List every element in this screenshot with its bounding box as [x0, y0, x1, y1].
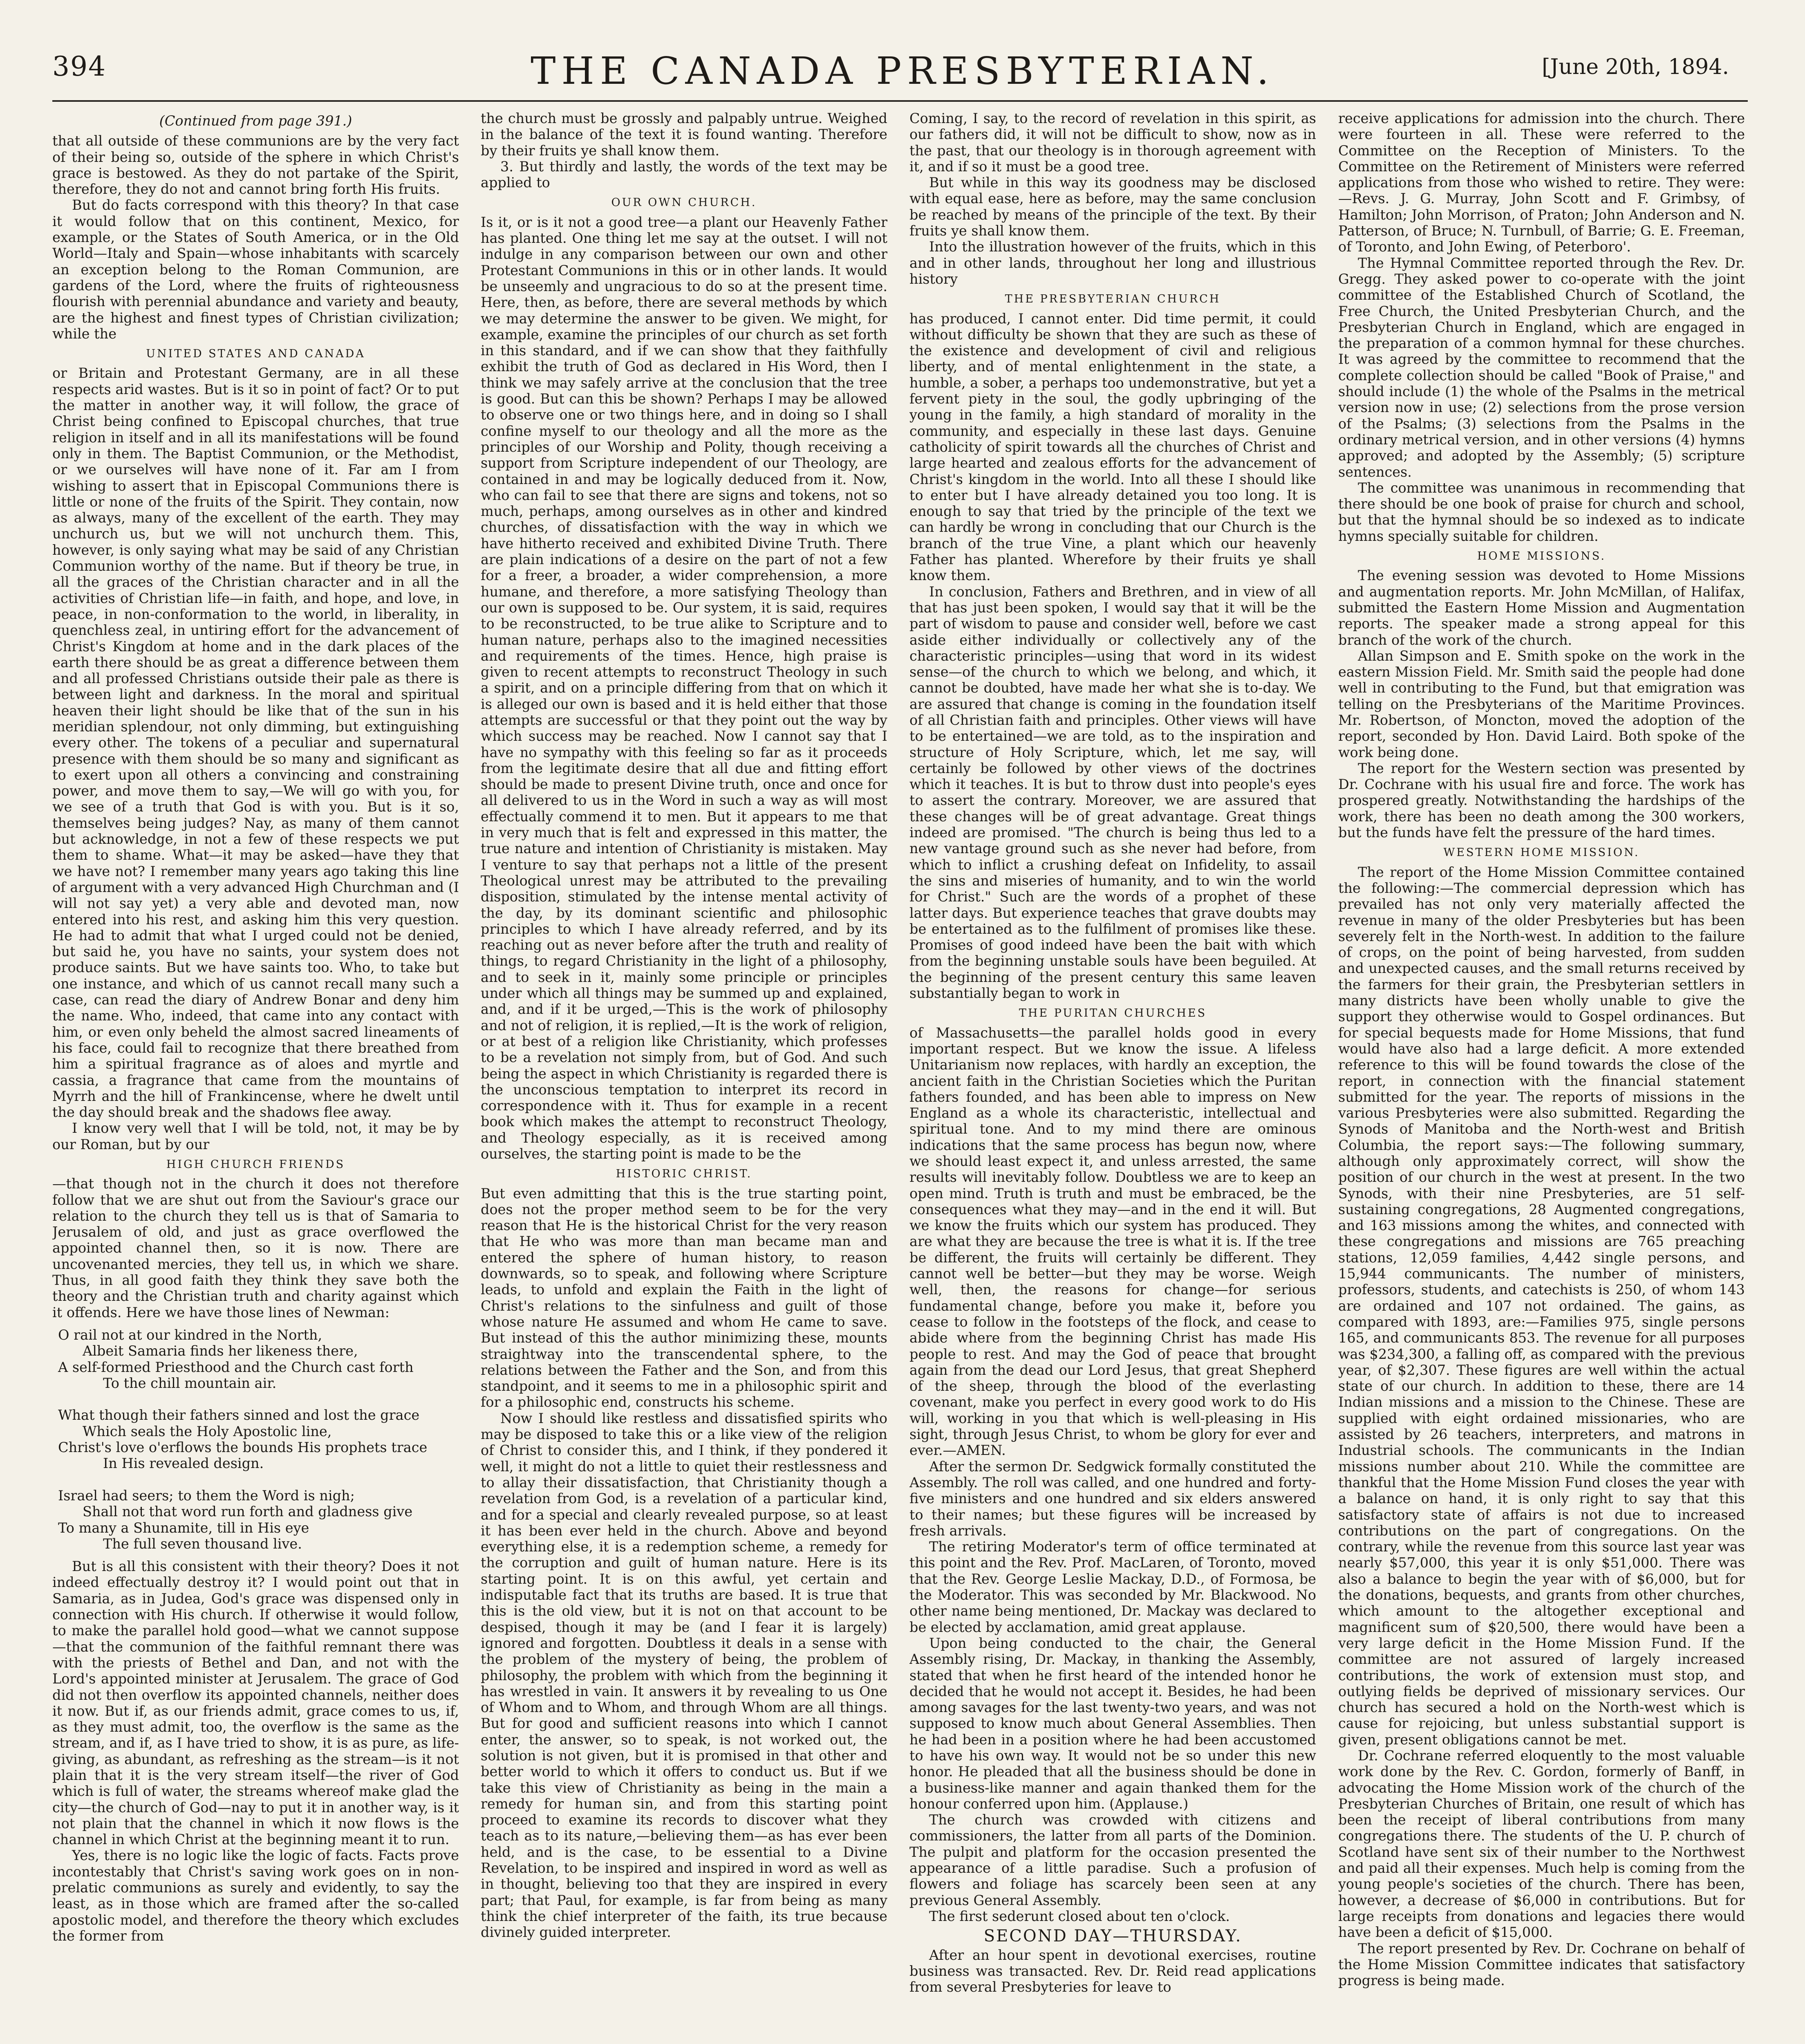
- poem-line: A self-formed Priesthood and the Church cast forth: [58, 1359, 414, 1375]
- paragraph: The retiring Moderator's term of office terminated at this point and the Rev. Prof. MacLaren, of Toronto, moved that the Rev. George Leslie Mackay, D.D., of Formosa, be the Moderator. This was seconded by Mr. Blackwood. No other name being mentioned, Dr. Mackay was declared to be elected by acclamation, amid great applause.: [909, 1539, 1316, 1635]
- section-heading: SECOND DAY—THURSDAY.: [983, 1927, 1242, 1946]
- paragraph: The church was crowded with citizens and commissioners, the latter from all parts of the Dominion. The pulpit and platform for the occasion presented the appearance of a little paradise. Such a profusion of flowers and foliage has scarcely been seen at any previous General Assembly.: [909, 1812, 1316, 1908]
- paragraph: But is all this consistent with their theory? Does it not indeed effectually destroy it? I would point out that in Samaria, as in Judea, God's grace was dispensed only in connection with His church. If otherwise it would follow, to make the parallel hold good—what we cannot suppose—that the communion of the faithful remnant there was with the priests of Bethel and Dan, and not with the Lord's appointed minister at Jerusalem. The grace of God did not then overflow its appointed channels, neither does it now. But if, as our friends admit, grace comes to us, if, as they must admit, too, the overflow is the same as the stream, and if, as I have tried to show, it is as pure, as life-giving, as abundant, as refreshing as the stream—is it not plain that it is the very stream itself—the river of God which is full of water, the streams whereof make glad the city—the church of God—nay to put it in another way, is it not plain that the channel in which it now flows is the channel in which Christ at the beginning meant it to run.: [52, 1558, 459, 1848]
- paragraph: The report for the Western section was presented by Dr. Cochrane with his usual fire and force. The work has prospered greatly. Notwithstanding the hardships of the work, there has been no death among the 300 workers, but the funds have felt the pressure of the hard times.: [1338, 760, 1745, 841]
- section-heading: HIGH CHURCH FRIENDS: [166, 1158, 345, 1171]
- poem-line: Christ's love o'erflows the bounds His prophets trace: [58, 1439, 428, 1456]
- paragraph: The report of the Home Mission Committee contained the following:—The commercial depression which has prevailed has not only very materially affected the revenue in many of the older Presbyteries but has been severely felt in the North-west. In addition to the failure of crops, on the point of being harvested, from sudden and unexpected causes, and the small returns received by the farmers for their grain, the Presbyterian settlers in many districts have been wholly unable to give the support they otherwise would to Gospel ordinances. But for special bequests made for Home Missions, that fund would have also had a large deficit. A more extended reference to this will be found towards the close of the report, in connection with the financial statement submitted for the year. The reports of missions in the various Presbyteries were also submitted. Regarding the Synods of Manitoba and the North-west and British Columbia, the report says:—The following summary, although only approximately correct, will show the position of our church in the west at present. In the two Synods, with their nine Presbyteries, are 51 self-sustaining congregations, 28 Augmented congregations, and 163 missions among the whites, and connected with these congregations and missions are 765 preaching stations, 12,059 families, 4,442 single persons, and 15,944 communicants. The number of ministers, professors, students, and catechists is 250, of whom 143 are ordained and 107 not ordained. The gains, as compared with 1893, are:—Families 975, single persons 165, and communicants 853. The revenue for all purposes was $234,300, a falling off, as compared with the previous year, of $2,307. These figures are well within the actual state of our church. In addition to these, there are 14 Indian missions and a mission to the Chinese. These are supplied with eight ordained missionaries, who are assisted by 26 teachers, interpreters, and matrons in Industrial schools. The communicants in the Indian missions number about 210. While the committee are thankful that the Home Mission Fund closes the year with a balance on hand, it is only right to say that this satisfactory state of affairs is not due to increased contributions on the part of congregations. On the contrary, while the revenue from this source last year was nearly $57,000, this year it is only $51,000. There was also a balance to begin the year with of $6,000, but for the donations, bequests, and grants from other churches, which amount to the altogether exceptional and magnificent sum of $20,500, there would have been a very large deficit in the Home Mission Fund. If the committee are not assured of largely increased contributions, the work of extension must stop, and outlying fields be deprived of missionary services. Our church has secured a hold on the North-west which is cause for rejoicing, but unless substantial support is given, present obligations cannot be met.: [1338, 864, 1745, 1748]
- section-heading: WESTERN HOME MISSION.: [1443, 846, 1640, 859]
- paragraph: Is it, or is it not a good tree—a plant our Heavenly Father has planted. One thing let me say at the outset. I will not indulge in any comparison between our own and other Protestant Communions in this or in other lands. It would be unseemly and ungracious to do so at the present time. Here, then, as before, there are several methods by which we may determine the answer to be given. We might, for example, examine the principles of our church as set forth in this standard, and if we can show that they faithfully exhibit the truth of God as declared in His Word, then I think we may safely arrive at the conclusion that the tree is good. But can this be shown? Perhaps I may be allowed to observe one or two things here, and in doing so I shall confine myself to our theology and all the more as the principles of our Worship and Polity, though receiving a support from Scripture independent of our Theology, are contained in and may be logically deduced from it. Now, who can fail to see that there are signs and tokens, not so much, perhaps, among ourselves as in other and kindred churches, of dissatisfaction with the way in which we have hitherto received and exhibited Divine Truth. There are plain indications of a desire on the part of not a few for a freer, a broader, a wider comprehension, a more humane, and therefore, a more satisfying Theology than our own is supposed to be. Our system, it is said, requires to be reconstructed, to be true alike to Scripture and to human nature, perhaps also to the imagined necessities and requirements of the times. Hence, high praise is given to recent attempts to reconstruct Theology in such a spirit, and on a principle differing from that on which it is alleged our own is based and it is held either that those attempts are successful or that they point out the way by which success may be reached. Now I cannot say that I have no sympathy with this feeling so far as it proceeds from the legitimate desire that all due and fitting effort should be made to present Divine truth, once and once for all delivered to us in the Word in such a way as will most effectually commend it to men. But it appears to me that in very much that is felt and expressed in this matter, the true nature and intention of Christianity is mistaken. May I venture to say that perhaps not a little of the present Theological unrest may be attributed to the prevailing disposition, stimulated by the intense mental activity of the day, by its dominant scientific and philosophic principles to which I have already referred, and by its reaching out as never before after the truth and reality of things, to regard Christianity in the light of a philosophy, and to seek in it, mainly some principle or principles under which all things may be summed up and explained, and, and if it be urged,—This is the work of philosophy and not of religion, it is replied,—It is the work of religion, or at best of a religion like Christianity, which professes to be a revelation not simply from, but of God. And such being the aspect in which Christianity is regarded there is the unconscious temptation to interpret its record in correspondence with it. Thus for example in a recent book which makes the attempt to reconstruct Theology, and Theology especially, as it is received among ourselves, the starting point is made to be the: [481, 214, 887, 1162]
- header-rule: [52, 100, 1748, 102]
- paragraph: or Britain and Protestant Germany, are in all these respects arid wastes. But is it so in point of fact? Or to put the matter in another way, it will follow, the grace of Christ being confined to Episcopal churches, that true religion in itself and in all its manifestations will be found only in them. The Baptist Communion, or the Methodist, or we ourselves will have none of it. Far am I from wishing to assert that in Episcopal Communions there is little or none of the fruits of the Spirit. They contain, now as always, many of the excellent of the earth. They may unchurch us, but we will not unchurch them. This, however, is only saying what may be said of any Christian Communion worthy of the name. But if theory be true, in all the graces of the Christian character and in all the activities of Christian life—in faith, and hope, and love, in peace, in non-conformation to the world, in liberality, in quenchless zeal, in untiring effort for the advancement of Christ's Kingdom at home and in the dark places of the earth there should be as great a difference between them and all professed Christians outside their pale as there is between light and darkness. In the moral and spiritual heaven their light should be like that of the sun in his meridian splendour, not only dimming, but extinguishing every other. The tokens of a peculiar and supernatural presence with them should be so many and significant as to exert upon all others a convincing and constraining power, and move them to say,—We will go with you, for we see of a truth that God is with you. But is it so, themselves being judges? Nay, as many of them cannot but acknowledge, in not a few of these respects we put them to shame. What—it may be asked—have they that we have not? I remember many years ago taking this line of argument with a very advanced High Churchman and (I will not say yet) a very able and devoted man, now entered into his rest, and asking him this very question. He had to admit that what I urged could not be denied, but said he, you have no saints, your system does not produce saints. But we have saints too. Who, to take but one instance, and which of us cannot recall many such a case, can read the diary of Andrew Bonar and deny him the name. Who, indeed, that came into any contact with him, or even only beheld the almost sacred lineaments of his face, could fail to recognize that there breathed from him a spiritual fragrance as of aloes and myrtle and cassia, a fragrance that came from the mountains of Myrrh and the hill of Frankincense, where he dwelt until the day should break and the shadows flee away.: [52, 365, 459, 1121]
- section-heading: UNITED STATES AND CANADA: [146, 347, 365, 361]
- column-3: [909, 110, 1316, 2044]
- poem: [52, 1327, 459, 1552]
- paragraph: After an hour spent in devotional exercises, routine business was transacted. Rev. Dr. Reid read applications from several Presbyteries for leave to: [909, 1947, 1316, 1995]
- paragraph: of Massachusetts—the parallel holds good in every important respect. But we know the issue. A lifeless Unitarianism now replaces, with hardly an exception, the ancient faith in the Christian Societies which the Puritan fathers founded, and has been able to impress on New England as a whole its characteristic, intellectual and spiritual tone. And to my mind there are ominous indications that the same process has begun now, where we should least expect it, and unless arrested, the same results will inevitably follow. Doubtless we are to keep an open mind. Truth is truth and must be embraced, be the consequences what they may—and in the end it will. But we know the fruits which our system has produced. They are what they are because the tree is what it is. If the tree be different, the fruits will certainly be different. They cannot well be better—but they may be worse. Weigh well, then, the reasons for change—for serious fundamental change, before you make it, before you cease to follow in the footsteps of the flock, and cease to abide where from the beginning Christ has made His people to rest. And may the God of peace that brought again from the dead our Lord Jesus, that great Shepherd of the sheep, through the blood of the everlasting covenant, make you perfect in every good work to do His will, working in you that which is well-pleasing in His sight, through Jesus Christ, to whom be glory for ever and ever.—AMEN.: [909, 1024, 1316, 1459]
- section-heading: HOME MISSIONS.: [1477, 550, 1606, 563]
- poem-line: Which seals the Holy Apostolic line,: [83, 1423, 332, 1439]
- paragraph: The report presented by Rev. Dr. Cochrane on behalf of the Home Mission Committee indicates that satisfactory progress is being made.: [1338, 1940, 1745, 1989]
- paragraph: But do facts correspond with this theory? In that case it would follow that on this continent, Mexico, for example, or the States of South America, or in the Old World—Italy and Spain—whose inhabitants with scarcely an exception belong to the Roman Communion, are gardens of the Lord, where the fruits of righteousness flourish with perennial abundance and variety and beauty, are the highest and finest types of Christian civilization; while the: [52, 197, 459, 342]
- poem-line: In His revealed design.: [103, 1455, 264, 1472]
- issue-date: [June 20th, 1894.: [1542, 55, 1729, 79]
- paragraph: But even admitting that this is the true starting point, does not the proper method seem to be for the very reason that He is the historical Christ for the very reason that He who was more than man became man and entered the sphere of human history, to reason downwards, so to speak, and following where Scripture leads, to unfold and explain the Faith in the light of Christ's relations to the sinfulness and guilt of those whose nature He assumed and whom He came to save. But instead of this the author minimizing these, mounts straightway into the transcendental sphere, to the relations between the Father and the Son, and from this standpoint, and it seems to me in a philosophic spirit and for a philosophic end, constructs his scheme.: [481, 1185, 887, 1410]
- paragraph: Coming, I say, to the record of revelation in this spirit, as our fathers did, it will not be difficult to show, now as in the past, that our theology is in thorough agreement with it, and if so it must be a good tree.: [909, 110, 1316, 175]
- poem-line: What though their fathers sinned and lost the grace: [58, 1407, 420, 1423]
- page-number: 394: [52, 51, 106, 82]
- paragraph: The Hymnal Committee reported through the Rev. Dr. Gregg. They asked power to co-operate with the joint committee of the Established Church of Scotland, the Free Church, the United Presbyterian Church, and the Presbyterian Church in England, which are engaged in the preparation of a common hymnal for these churches. It was agreed by the committee to recommend that the complete collection should be called "Book of Praise," and should include (1) the whole of the Psalms in the metrical version now in use; (2) selections from the prose version of the Psalms; (3) selections from the Psalms in the ordinary metrical version, and in other versions (4) hymns approved; and adopted by the Assembly; (5) scripture sentences.: [1338, 255, 1745, 480]
- masthead-title: THE CANADA PRESBYTERIAN.: [531, 49, 1274, 93]
- poem-line: Shall not that word run forth and gladness give: [83, 1504, 413, 1520]
- poem-line: O rail not at our kindred in the North,: [58, 1327, 322, 1343]
- paragraph: But while in this way its goodness may be disclosed with equal ease, here as before, may the same conclusion be reached by means of the principle of the text. By their fruits ye shall know them.: [909, 175, 1316, 239]
- poem-line: Albeit Samaria finds her likeness there,: [83, 1343, 358, 1359]
- poem-line: Israel had seers; to them the Word is nigh;: [58, 1487, 355, 1504]
- paragraph: has produced, I cannot enter. Did time permit, it could without difficulty be shown that they are such as these of the existence and development of civil and religious liberty, and of mental enlightenment in the state, a humble, a sober, a perhaps too undemonstrative, but yet a fervent piety in the soul, the godly upbringing of the young in the family, a high standard of morality in the community, and especially in these last days. Genuine catholicity of spirit towards all the churches of Christ and large hearted and zealous efforts for the advancement of Christ's kingdom in the world. Into all these I should like to enter but I have already detained you too long. It is enough to say that tried by the principle of the text we can hardly be wrong in concluding that our Church is the branch of the true Vine, a plant which our heavenly Father has planted. Wherefore by their fruits ye shall know them.: [909, 310, 1316, 584]
- paragraph: I know very well that I will be told, not, it may be by our Roman, but by our: [52, 1120, 459, 1152]
- paragraph: Now I should like restless and dissatisfied spirits who may be disposed to take this or a like view of the religion of Christ to consider this, and I think, if they pondered it well, it might do not a little to quiet their restlessness and to allay their dissatisfaction, that Christianity though a revelation from God, is a revelation of a particular kind, and for a special and clearly revealed purpose, so at least it has been ever held in the church. Above and beyond everything else, it is a redemption scheme, a remedy for the corruption and guilt of human nature. Here is its starting point. It is on this awful, yet certain and indisputable fact that its truths are based. It is true that this is the old view, but it is not on that account to be despised, though it may be (and I fear it is largely) ignored and forgotten. Doubtless it deals in a sense with the problem of the mystery of being, the problem of philosophy, the problem with which from the beginning it has wrestled in vain. It answers it by revealing to us One of Whom and to Whom, and through Whom are all things. But for good and sufficient reasons into which I cannot enter, the answer, so to speak, is not worked out, the solution is not given, but it is promised in that other and better world to which it offers to conduct us. But if we take this view of Christianity as being in the main a remedy for human sin, and from this starting point proceed to examine its records to discover what they teach as to its nature,—believing them—as has ever been held, and is the case, to be essential to a Divine Revelation, to be inspired and inspired in word as well as in thought, believing too that they are inspired in every part; that Paul, for example, is far from being as many think the chief interpreter of the faith, its true because divinely guided interpreter.: [481, 1410, 887, 1941]
- paragraph: The committee was unanimous in recommending that there should be one book of praise for church and school, but that the hymnal should be so indexed as to indicate hymns specially suitable for children.: [1338, 480, 1745, 544]
- paragraph: In conclusion, Fathers and Brethren, and in view of all that has just been spoken, I would say that it will be the part of wisdom to pause and consider well, before we cast aside either individually or collectively any of the characteristic principles—using that word in its widest sense—of the church to which we belong, and which, it cannot be doubted, have made her what she is to-day. We are assured that change is coming in the foundation itself of all Christian faith and principles. Other views will have to be entertained—we are told, as to the inspiration and structure of Holy Scripture, which, let me say, will certainly be followed by other views of the doctrines which it teaches. It is but to throw dust into people's eyes to assert the contrary. Moreover, we are assured that these changes will be of great advantage. Great things indeed are promised. "The church is being thus led to a new vantage ground such as she never had before, from which to inflict a crushing defeat on Infidelity, to assail the sins and miseries of humanity, and to win the world for Christ." Such are the words of a prophet of these latter days. But experience teaches that grave doubts may be entertained as to the fulfilment of promises like these. Promises of good indeed have been the bait with which from the beginning unstable souls have been beguiled. At the beginning of the present century this same leaven substantially began to work in: [909, 583, 1316, 1002]
- section-heading: OUR OWN CHURCH.: [611, 196, 757, 209]
- paragraph: Into the illustration however of the fruits, which in this and in other lands, throughout her long and illustrious history: [909, 239, 1316, 287]
- paragraph: the church must be grossly and palpably untrue. Weighed in the balance of the text it is found wanting. Therefore by their fruits ye shall know them.: [481, 110, 887, 159]
- poem-line: To many a Shunamite, till in His eye: [58, 1520, 309, 1536]
- section-heading: THE PRESBYTERIAN CHURCH: [1005, 293, 1221, 306]
- paragraph: The first sederunt closed about ten o'clock.: [929, 1908, 1230, 1924]
- paragraph: Upon being conducted to the chair, the General Assembly rising, Dr. Mackay, in thanking the Assembly, stated that when he first heard of the intended honor he decided that he would not accept it. Besides, he had been among savages for the last twenty-two years, and was not supposed to know much about General Assemblies. Then he had been in a position where he had been accustomed to have his own way. It would not be so under this new honor. He pleaded that all the business should be done in a business-like manner and again thanked them for the honour conferred upon him. (Applause.): [909, 1635, 1316, 1812]
- paragraph: Yes, there is no logic like the logic of facts. Facts prove incontestably that Christ's saving work goes on in non-prelatic communions as surely and evidently, to say the least, as in those which are framed after the so-called apostolic model, and therefore the theory which excludes the former from: [52, 1847, 459, 1944]
- continued-note: (Continued from page 391.): [159, 113, 352, 129]
- section-heading: HISTORIC CHRIST.: [616, 1168, 752, 1181]
- column-1: [52, 110, 459, 2044]
- paragraph: The evening session was devoted to Home Missions and augmentation reports. Mr. John McMillan, of Halifax, submitted the Eastern Home Mission and Augmentation reports. The speaker made a strong appeal for this branch of the work of the church.: [1338, 567, 1745, 648]
- section-heading: THE PURITAN CHURCHES: [1019, 1007, 1207, 1020]
- paragraph: receive applications for admission into the church. There were fourteen in all. These were referred to the Committee on the Reception of Ministers. To the Committee on the Retirement of Ministers were referred applications from those who wished to retire. They were:—Revs. J. G. Murray, John Scott and F. Grimbsy, of Hamilton; John Morrison, of Praton; John Anderson and N. Patterson, of Bruce; N. Turnbull, of Barrie; G. E. Freeman, of Toronto, and John Ewing, of Peterboro'.: [1338, 110, 1745, 255]
- paragraph: that all outside of these communions are by the very fact of their being so, outside of the sphere in which Christ's grace is bestowed. As they do not partake of the Spirit, therefore, they do not and cannot bring forth His fruits.: [52, 133, 459, 197]
- column-2: [481, 110, 887, 2044]
- paragraph: After the sermon Dr. Sedgwick formally constituted the Assembly. The roll was called, and one hundred and forty-five ministers and one hundred and six elders answered to their names; but these figures will be increased by fresh arrivals.: [909, 1458, 1316, 1539]
- article-body: [52, 110, 1748, 2044]
- poem-line: The full seven thousand live.: [103, 1535, 302, 1552]
- paragraph: Allan Simpson and E. Smith spoke on the work in the eastern Mission Field. Mr. Smith said the people had done well in contributing to the Fund, but that emigration was telling on the Presbyterians of the Maritime Provinces. Mr. Robertson, of Moncton, moved the adoption of the report, seconded by Hon. David Laird. Both spoke of the work being done.: [1338, 648, 1745, 760]
- paragraph: —that though not in the church it does not therefore follow that we are shut out from the Saviour's grace our relation to the church they tell us is that of Samaria to Jerusalem of old, and just as grace overflowed the appointed channel then, so it is now. There are uncovenanted mercies, they tell us, in which we share. Thus, in all good faith they think they save both the theory and the Christian truth and charity against which it offends. Here we have those lines of Newman:: [52, 1176, 459, 1320]
- paragraph: Dr. Cochrane referred eloquently to the most valuable work done by the Rev. C. Gordon, formerly of Banff, in advocating the Home Mission work of the church of the Presbyterian Churches of Britain, one result of which has been the receipt of liberal contributions from many congregations there. The students of the U. P. church of Scotland have sent six of their number to the Northwest and paid all their expenses. Much help is coming from the young people's societies of the church. There has been, however, a decrease of $6,000 in contributions. But for large receipts from donations and legacies there would have been a deficit of $15,000.: [1338, 1747, 1745, 1941]
- poem-line: To the chill mountain air.: [103, 1375, 277, 1391]
- paragraph: 3. But thirdly and lastly, the words of the text may be applied to: [481, 158, 887, 191]
- column-4: [1338, 110, 1745, 2044]
